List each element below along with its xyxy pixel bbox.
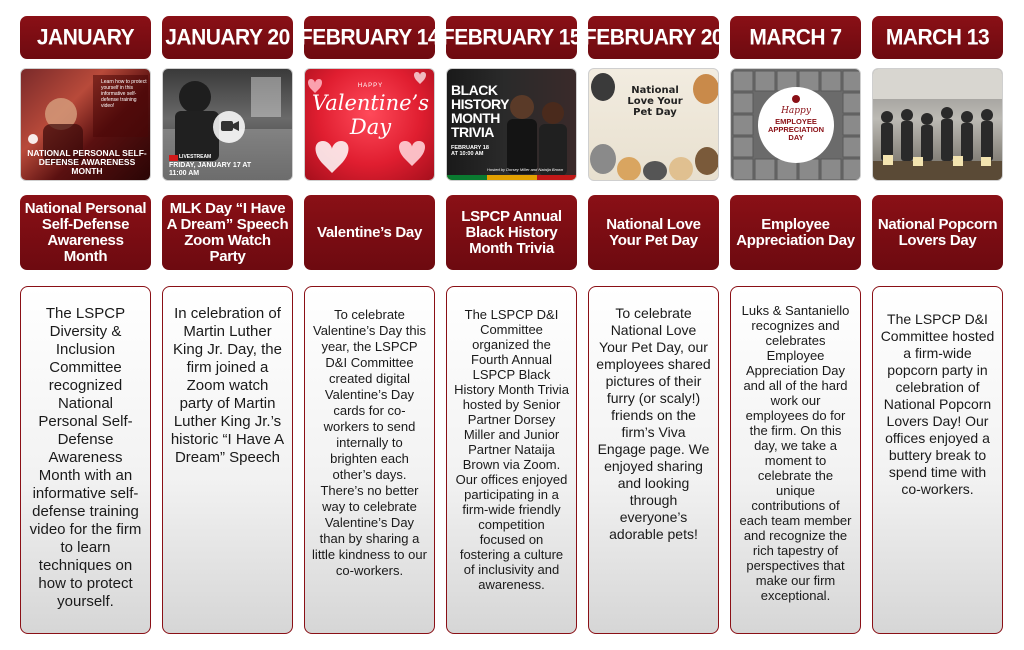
- event-title: National Love Your Pet Day: [588, 195, 719, 270]
- image-title: EMPLOYEE APPRECIATION DAY: [767, 117, 825, 142]
- event-title: MLK Day “I Have A Dream” Speech Zoom Watch Party: [162, 195, 293, 270]
- event-description-box: [872, 286, 1003, 634]
- image-caption: FRIDAY, JANUARY 17 AT 11:00 AM: [169, 162, 252, 177]
- image-line2: Day: [349, 115, 392, 139]
- event-description: The LSPCP D&I Committee organized the Fourth Annual LSPCP Black History Month Trivia hosted by Senior Partner Dorsey Miller and Junior Partner Nataija Brown via Zoom. Our offices enjoyed participating in a firm-wide friendly competition focused on fostering a culture of inclusivity and awareness.: [454, 307, 569, 592]
- event-image-pets: [588, 68, 719, 181]
- date-header: FEBRUARY 14: [304, 16, 435, 59]
- event-description: The LSPCP Diversity & Inclusion Committee recognized National Personal Self-Defense Awareness Month with an informative self-defense training video for the firm to learn techniques on how to protect yourself.: [29, 305, 142, 610]
- event-description-box: [446, 286, 577, 634]
- event-image-trivia: [446, 68, 577, 181]
- date-header: MARCH 13: [872, 16, 1003, 59]
- event-description: Luks & Santaniello recognizes and celebrates Employee Appreciation Day and all of the hard work our employees do for the firm. On this day, we take a moment to celebrate the unique contributions of each team member and recognize the rich tapestry of perspectives that make our firm exceptional.: [739, 303, 852, 603]
- date-header: MARCH 7: [730, 16, 861, 59]
- event-title: Employee Appreciation Day: [730, 195, 861, 270]
- event-column-january-20: [162, 0, 293, 650]
- event-title: National Popcorn Lovers Day: [872, 195, 1003, 270]
- event-description-box: [304, 286, 435, 634]
- event-column-january: [20, 0, 151, 650]
- event-title: National Personal Self-Defense Awareness Month: [20, 195, 151, 270]
- image-top-text: Happy: [781, 106, 811, 116]
- event-description: To celebrate National Love Your Pet Day, our employees shared pictures of their furry (or scaly!) friends on the firm’s Viva Engage page. We enjoyed sharing and looking through everyone’s adorable pets!: [596, 305, 711, 542]
- event-image-mlk: [162, 68, 293, 181]
- event-column-february-15: [441, 0, 582, 650]
- event-image-popcorn-party: [872, 68, 1003, 181]
- image-host: Hosted by Dorsey Miller and Nataija Brown: [487, 167, 564, 172]
- event-column-march-13: [872, 0, 1003, 650]
- event-description: The LSPCP D&I Committee hosted a firm-wide popcorn party in celebration of National Popcorn Lovers Day! Our offices enjoyed a buttery break to spend time with co-workers.: [880, 311, 995, 497]
- date-header: FEBRUARY 15: [446, 16, 577, 59]
- date-header: FEBRUARY 20: [588, 16, 719, 59]
- event-description-box: [588, 286, 719, 634]
- date-header: JANUARY 20: [162, 16, 293, 59]
- image-side-text: Learn how to protect yourself in this informative self-defense training video!: [101, 79, 147, 109]
- event-column-february-14: [299, 0, 440, 650]
- image-title: National Love Your Pet Day: [627, 85, 683, 118]
- event-description-box: [730, 286, 861, 634]
- image-caption: NATIONAL PERSONAL SELF-DEFENSE AWARENESS MONTH: [27, 148, 147, 176]
- event-column-february-20: [583, 0, 724, 650]
- event-image-employee-appreciation: [730, 68, 861, 181]
- event-description-box: [162, 286, 293, 634]
- livestream-dot: [169, 155, 178, 161]
- date-header: JANUARY: [20, 16, 151, 59]
- event-title: Valentine’s Day: [304, 195, 435, 270]
- event-description: To celebrate Valentine’s Day this year, the LSPCP D&I Committee created digital Valentine’s Day cards for co-workers to send internally to brighten each other’s days. There’s no better way to celebrate Valentine’s Day than by sharing a little kindness to our co-workers.: [312, 307, 427, 578]
- image-title: BLACK HISTORY MONTH TRIVIA: [451, 82, 509, 140]
- popcorn-party-photo: [873, 69, 1003, 181]
- event-column-march-7: [730, 0, 861, 650]
- image-line1: Valentine’s: [312, 91, 429, 115]
- event-image-self-defense: [20, 68, 151, 181]
- image-top-text: HAPPY: [357, 83, 384, 89]
- image-date: FEBRUARY 18 AT 10:00 AM: [451, 145, 489, 157]
- image-badge: LIVESTREAM: [179, 154, 212, 160]
- event-title: LSPCP Annual Black History Month Trivia: [446, 195, 577, 270]
- event-description: In celebration of Martin Luther King Jr. Day, the firm joined a Zoom watch party of Martin Luther King Jr.’s historic “I Have A Dream” Speech: [170, 305, 285, 466]
- event-image-valentines: [304, 68, 435, 181]
- event-description-box: [20, 286, 151, 634]
